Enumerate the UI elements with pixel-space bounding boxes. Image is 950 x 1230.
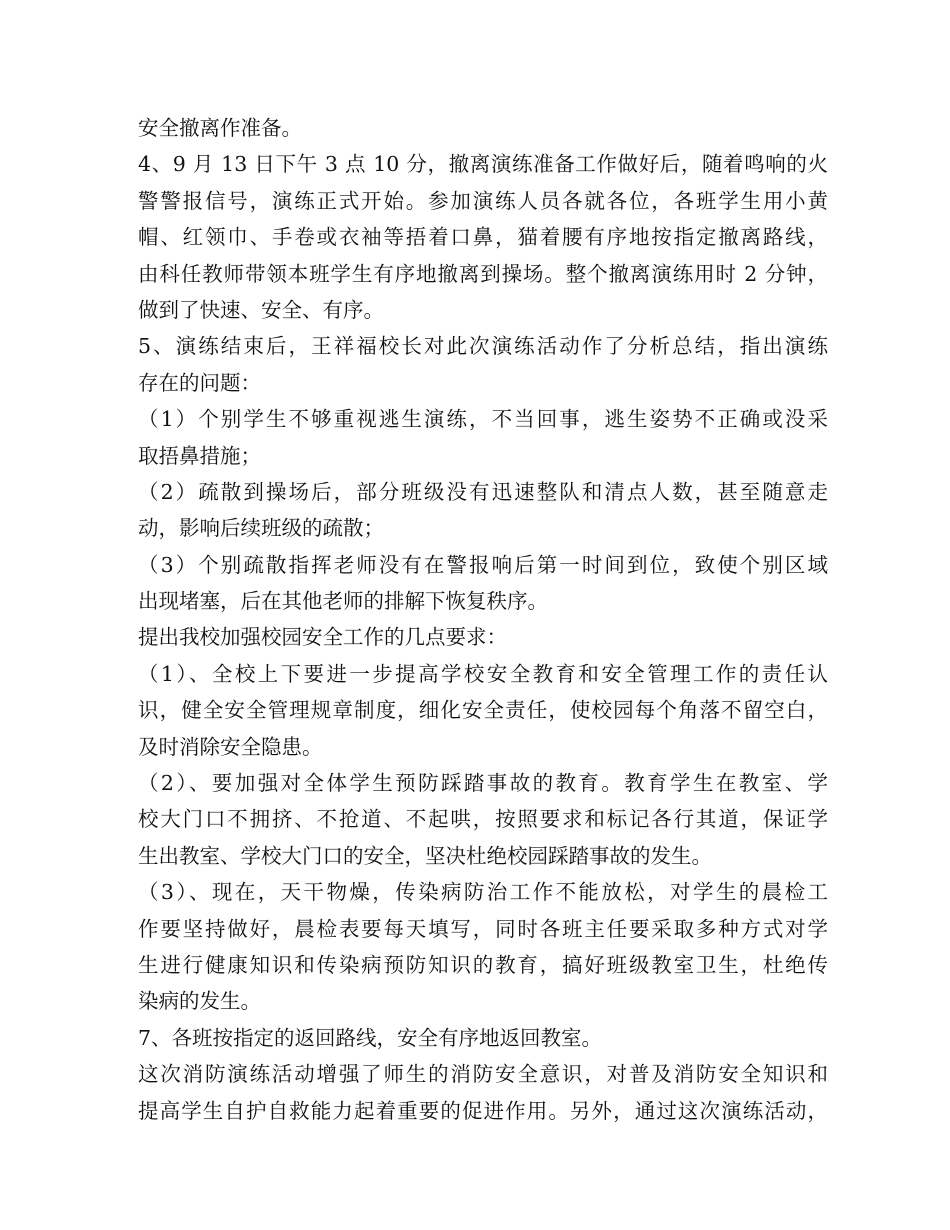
text-line: 取捂鼻措施；: [138, 443, 261, 468]
text-line: 及时消除安全隐患。: [138, 734, 323, 759]
text-line: （2）、要加强对全体学生预防踩踏事故的教育。教育学生在教室、学: [138, 771, 828, 796]
text-line: 帽、红领巾、手卷或衣袖等捂着口鼻，猫着腰有序地按指定撤离路线，: [138, 225, 828, 250]
text-line: （1）、全校上下要进一步提高学校安全教育和安全管理工作的责任认: [138, 661, 828, 686]
text-line: 7、各班按指定的返回路线，安全有序地返回教室。: [138, 1025, 603, 1050]
text-line: 提出我校加强校园安全工作的几点要求：: [138, 625, 507, 650]
text-line: 这次消防演练活动增强了师生的消防安全意识，对普及消防安全知识和: [138, 1062, 828, 1087]
text-line: 生出教室、学校大门口的安全，坚决杜绝校园踩踏事故的发生。: [138, 843, 712, 868]
text-line: 安全撤离作准备。: [138, 116, 302, 140]
text-line: （2）疏散到操场后，部分班级没有迅速整队和清点人数，甚至随意走: [138, 479, 828, 504]
text-line: 动，影响后续班级的疏散；: [138, 516, 384, 541]
text-line: 校大门口不拥挤、不抢道、不起哄，按照要求和标记各行其道，保证学: [138, 807, 828, 832]
text-line: （3）、现在，天干物燥，传染病防治工作不能放松，对学生的晨检工: [138, 880, 828, 905]
text-line: 出现堵塞，后在其他老师的排解下恢复秩序。: [138, 589, 548, 614]
text-line: （3）个别疏散指挥老师没有在警报响后第一时间到位，致使个别区域: [138, 552, 828, 577]
text-line: 提高学生自护自救能力起着重要的促进作用。另外，通过这次演练活动，: [138, 1098, 828, 1123]
text-line: 染病的发生。: [138, 989, 261, 1014]
text-line: 识，健全安全管理规章制度，细化安全责任，使校园每个角落不留空白，: [138, 698, 828, 723]
text-line: 作要坚持做好，晨检表要每天填写，同时各班主任要采取多种方式对学: [138, 916, 828, 941]
text-line: 警警报信号，演练正式开始。参加演练人员各就各位，各班学生用小黄: [138, 188, 828, 213]
text-line: 5、演练结束后，王祥福校长对此次演练活动作了分析总结，指出演练: [138, 334, 828, 359]
text-line: 存在的问题：: [138, 370, 261, 395]
text-line: （1）个别学生不够重视逃生演练，不当回事，逃生姿势不正确或没采: [138, 407, 828, 432]
document-body: [138, 110, 828, 1129]
text-line: 做到了快速、安全、有序。: [138, 297, 384, 322]
text-line: 由科任教师带领本班学生有序地撤离到操场。整个撤离演练用时 2 分钟，: [138, 261, 828, 286]
text-line: 生进行健康知识和传染病预防知识的教育，搞好班级教室卫生，杜绝传: [138, 952, 828, 977]
text-line: 4、9 月 13 日下午 3 点 10 分，撤离演练准备工作做好后，随着鸣响的火: [138, 152, 828, 177]
